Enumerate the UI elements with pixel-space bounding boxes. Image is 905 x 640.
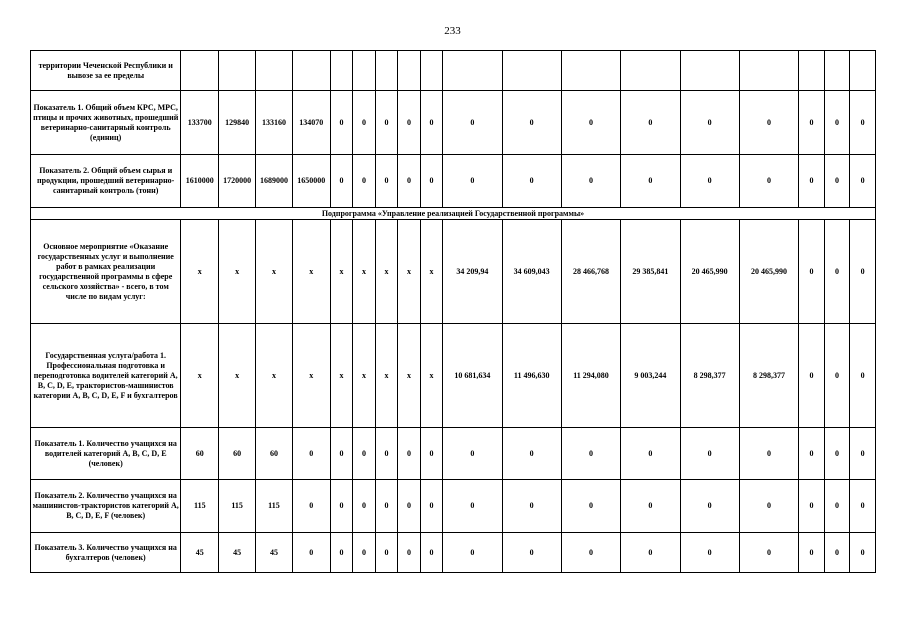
table-cell: 11 496,630 [502,324,561,428]
table-cell: 0 [850,533,876,573]
table-cell: 0 [443,480,502,533]
table-cell: 0 [621,428,680,480]
table-cell: 115 [219,480,256,533]
table-cell [680,51,739,91]
table-cell: 1650000 [292,155,330,208]
row-label: Государственная услуга/работа 1. Профессиональная подготовка и переподготовка водителей категорий А, В, С, D, E, трактористов-машинистов категории А, В, С, D, E, F и бухгалтеров [31,324,181,428]
table-cell: 0 [330,428,353,480]
table-cell: 0 [330,155,353,208]
table-cell: 0 [420,155,443,208]
table-cell: 0 [824,480,850,533]
table-cell: 0 [680,91,739,155]
table-cell: х [398,324,421,428]
table-cell: 0 [680,480,739,533]
table-cell: х [256,220,293,324]
table-cell [561,51,620,91]
table-cell [799,51,825,91]
table-cell: х [256,324,293,428]
table-cell [621,51,680,91]
table-row [31,428,876,480]
table-cell: 0 [850,480,876,533]
table-cell: х [181,220,219,324]
table-cell: 0 [502,428,561,480]
table-cell: 0 [680,533,739,573]
table-cell: 0 [375,480,398,533]
table-cell: 1720000 [219,155,256,208]
table-cell: 129840 [219,91,256,155]
table-cell: 0 [621,533,680,573]
table-cell [181,51,219,91]
row-label: Показатель 2. Общий объем сырья и продукции, прошедший ветеринарно-санитарный контроль (тонн) [31,155,181,208]
table-row [31,324,876,428]
table-cell [353,51,376,91]
table-row [31,51,876,91]
table-cell: 0 [561,155,620,208]
table-cell: 0 [799,220,825,324]
table-cell: 45 [181,533,219,573]
table-cell: 115 [181,480,219,533]
table-cell: 0 [850,428,876,480]
table-cell [219,51,256,91]
table-cell: 45 [256,533,293,573]
table-cell: 0 [330,91,353,155]
table-cell: 0 [375,155,398,208]
table-cell: 134070 [292,91,330,155]
table-cell: х [375,220,398,324]
table-cell: 0 [561,533,620,573]
table-cell: 0 [824,91,850,155]
table-cell: 0 [353,155,376,208]
table-cell [850,51,876,91]
table-cell: 0 [420,480,443,533]
table-cell: 60 [219,428,256,480]
table-cell: 0 [443,155,502,208]
row-label: Показатель 3. Количество учащихся на бухгалтеров (человек) [31,533,181,573]
table-cell: х [375,324,398,428]
table-cell: х [181,324,219,428]
table-cell: х [292,324,330,428]
table-cell: 0 [561,428,620,480]
table-cell: 0 [443,428,502,480]
table-cell: 0 [799,324,825,428]
page-number: 233 [444,25,461,37]
table-cell: 0 [561,91,620,155]
table-cell: 0 [850,91,876,155]
table-cell: 115 [256,480,293,533]
table-cell: 1610000 [181,155,219,208]
table-cell: 0 [824,324,850,428]
section-row [31,208,876,220]
table-cell: 0 [502,480,561,533]
table-cell: х [330,220,353,324]
table-cell: 28 466,768 [561,220,620,324]
table-row [31,480,876,533]
table-cell: 133700 [181,91,219,155]
table-cell: 60 [256,428,293,480]
table-cell: 0 [443,533,502,573]
table-cell: 0 [292,533,330,573]
table-cell: х [219,324,256,428]
table-row [31,220,876,324]
table-cell: 0 [398,533,421,573]
table-cell: х [398,220,421,324]
row-label: Основное мероприятие «Оказание государственных услуг и выполнение работ в рамках реализации государственной программы в сфере сельского хозяйства» - всего, в том числе по видам услуг: [31,220,181,324]
table-cell: 0 [824,220,850,324]
table-cell: 0 [375,533,398,573]
table-cell: 11 294,080 [561,324,620,428]
table-cell: 0 [799,428,825,480]
table-cell [443,51,502,91]
table-cell: 0 [799,480,825,533]
table-cell [256,51,293,91]
table-cell: х [353,324,376,428]
table-cell: 0 [398,428,421,480]
table-cell: 0 [502,155,561,208]
table-cell: 0 [420,428,443,480]
table-cell: 0 [621,480,680,533]
table-cell: 0 [680,155,739,208]
table-cell: 0 [292,428,330,480]
table-cell: 0 [799,533,825,573]
table-cell: 9 003,244 [621,324,680,428]
table-cell: 1689000 [256,155,293,208]
table-cell: 0 [292,480,330,533]
table-cell [420,51,443,91]
table-cell: х [353,220,376,324]
table-row [31,533,876,573]
table-cell: 0 [398,480,421,533]
table-cell: 0 [621,91,680,155]
row-label: территории Чеченской Республики и вывозе за ее пределы [31,51,181,91]
table-cell: 34 209,94 [443,220,502,324]
table-cell: 0 [330,480,353,533]
table-cell: 133160 [256,91,293,155]
budget-table [30,50,876,573]
table-cell: х [420,324,443,428]
table-row [31,91,876,155]
table-cell [375,51,398,91]
table-cell [292,51,330,91]
table-cell [739,51,798,91]
table-cell: 0 [739,428,798,480]
table-cell: 0 [739,91,798,155]
table-cell: 34 609,043 [502,220,561,324]
table-cell: 0 [680,428,739,480]
table-cell: 0 [443,91,502,155]
table-cell [398,51,421,91]
table-cell: 60 [181,428,219,480]
table-cell: 20 465,990 [680,220,739,324]
table-cell: 0 [850,155,876,208]
table-cell: х [292,220,330,324]
section-heading: Подпрограмма «Управление реализацией Государственной программы» [31,208,876,220]
table-cell: х [420,220,443,324]
table-cell: 0 [824,533,850,573]
table-cell: 0 [799,155,825,208]
table-cell [502,51,561,91]
table-cell: 0 [398,155,421,208]
table-cell: 0 [375,91,398,155]
table-cell: 0 [353,480,376,533]
table-cell: 0 [850,324,876,428]
table-cell: 0 [561,480,620,533]
table-cell: 8 298,377 [680,324,739,428]
table-cell: 0 [420,91,443,155]
table-cell: 0 [502,91,561,155]
table-cell [330,51,353,91]
table-cell: х [330,324,353,428]
table-cell: 0 [799,91,825,155]
table-cell: 29 385,841 [621,220,680,324]
row-label: Показатель 1. Общий объем КРС, МРС, птицы и прочих животных, прошедший ветеринарно-санитарный контроль (единиц) [31,91,181,155]
table-cell: х [219,220,256,324]
table-cell: 0 [824,428,850,480]
row-label: Показатель 2. Количество учащихся на машинистов-трактористов категорий А, В, С, D, E, F (человек) [31,480,181,533]
table-cell: 0 [502,533,561,573]
table-cell: 45 [219,533,256,573]
table-cell: 0 [330,533,353,573]
table-cell: 0 [850,220,876,324]
table-cell: 20 465,990 [739,220,798,324]
table-cell: 0 [353,91,376,155]
table-cell: 0 [353,428,376,480]
table-cell: 0 [621,155,680,208]
table-cell: 8 298,377 [739,324,798,428]
table-cell: 0 [739,155,798,208]
table-cell: 10 681,634 [443,324,502,428]
table-cell: 0 [375,428,398,480]
row-label: Показатель 1. Количество учащихся на водителей категорий А, В, С, D, E (человек) [31,428,181,480]
table-cell [824,51,850,91]
table-cell: 0 [420,533,443,573]
table-cell: 0 [739,533,798,573]
table-cell: 0 [824,155,850,208]
table-cell: 0 [739,480,798,533]
table-row [31,155,876,208]
table-cell: 0 [353,533,376,573]
table-cell: 0 [398,91,421,155]
